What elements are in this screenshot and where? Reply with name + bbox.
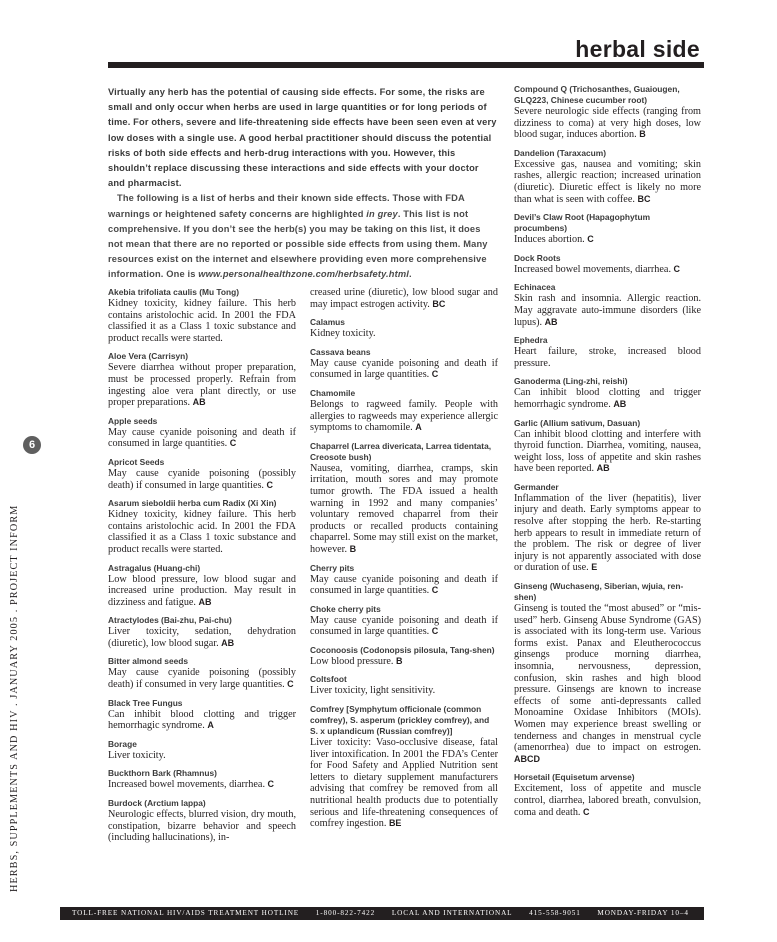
herb-entry [310, 563, 498, 597]
page-number-badge: 6 [23, 436, 41, 454]
herb-name: Borage [108, 738, 137, 749]
herb-description: May cause cyanide poisoning (possibly death) if consumed in large quantities. [108, 467, 296, 491]
herb-side-effects [108, 362, 296, 408]
evidence-grade: B [396, 655, 403, 666]
herb-description: Can inhibit blood clotting and trigger hemorrhagic syndrome. [514, 387, 701, 410]
herb-column-c [514, 84, 701, 825]
footer-hours: MONDAY-FRIDAY 10–4 [597, 909, 689, 917]
herb-side-effects [108, 667, 296, 690]
herb-entry [108, 656, 296, 690]
herb-entry [514, 282, 701, 328]
herb-side-effects [514, 346, 701, 369]
herb-name: Apple seeds [108, 415, 158, 426]
herb-description: Increased bowel movements, diarrhea. [514, 263, 671, 275]
herb-side-effects [310, 287, 498, 310]
herb-entry [514, 581, 701, 765]
herb-name: Dock Roots [514, 252, 561, 263]
herb-side-effects [310, 737, 498, 830]
herb-description: May cause cyanide poisoning and death if consumed in large quantities. [310, 573, 498, 597]
herb-name: Coltsfoot [310, 674, 347, 685]
evidence-grade: AB [596, 463, 610, 474]
herb-description: Severe neurologic side effects (ranging from dizziness to coma) at very high doses, low blood sugar, induces abortion. [514, 106, 701, 141]
herb-name: Echinacea [514, 282, 556, 293]
herb-name: Aloe Vera (Carrisyn) [108, 351, 189, 362]
header-rule [108, 62, 704, 68]
herb-entry [108, 351, 296, 408]
herb-name: Apricot Seeds [108, 456, 165, 467]
evidence-grade: C [266, 479, 274, 490]
herb-name: Black Tree Fungus [108, 697, 183, 708]
herb-side-effects [514, 429, 701, 475]
herb-name: Chamomile [310, 387, 356, 398]
evidence-grade: AB [192, 397, 206, 408]
herb-entry [310, 441, 498, 556]
herb-entry [108, 457, 296, 491]
herbsafety-link[interactable]: www.personalhealthzone.com/herbsafety.html [198, 269, 409, 280]
evidence-grade: C [583, 806, 590, 817]
herb-side-effects [310, 399, 498, 434]
herb-name: Burdock (Arctium lappa) [108, 798, 206, 809]
evidence-grade: C [431, 626, 439, 637]
herb-description: Heart failure, stroke, increased blood pressure. [514, 346, 701, 369]
herb-name: Coconoosis (Codonopsis pilosula, Tang-shen) [310, 644, 495, 655]
herb-side-effects [514, 387, 701, 410]
herb-description: Low blood pressure. [310, 655, 394, 667]
herb-entry [108, 563, 296, 609]
evidence-grade: BC [637, 193, 651, 204]
intro-paragraph-2 [108, 191, 497, 282]
herb-description: May cause cyanide poisoning and death if consumed in large quantities. [310, 357, 498, 381]
herb-entry [514, 253, 701, 276]
herb-description: Excitement, loss of appetite and muscle control, diarrhea, labored breath, convulsion, coma and death. [514, 783, 701, 818]
herb-name: Cherry pits [310, 562, 355, 573]
herb-entry [108, 798, 296, 844]
herb-description: Can inhibit blood clotting and trigger hemorrhagic syndrome. [108, 708, 296, 732]
herb-side-effects [514, 783, 701, 818]
footer-intl-number: 415-558-9051 [529, 909, 581, 917]
evidence-grade: C [229, 438, 237, 449]
herb-description: Increased bowel movements, diarrhea. [108, 779, 265, 791]
herb-entry [310, 347, 498, 381]
evidence-grade: AB [198, 596, 212, 607]
footer-timezone: PACIFIC TIME [705, 909, 763, 917]
herb-entry [108, 287, 296, 344]
herb-description: Skin rash and insomnia. Allergic reaction. May aggravate auto-immune disorders (like lupus). [514, 293, 701, 328]
herb-description: creased urine (diuretic), low blood sugar and may impact estrogen activity. [310, 287, 498, 310]
herb-side-effects [310, 574, 498, 597]
herb-entry [108, 698, 296, 732]
herb-entry [108, 768, 296, 791]
herb-description: Liver toxicity, sedation, dehydration (diuretic), low blood sugar. [108, 626, 296, 649]
herb-side-effects [108, 427, 296, 450]
herb-entry [108, 416, 296, 450]
herb-name: Germander [514, 481, 559, 492]
herb-side-effects [310, 358, 498, 381]
evidence-grade: C [431, 369, 439, 380]
evidence-grade: B [639, 129, 646, 140]
herb-side-effects [514, 603, 701, 765]
herb-description: Severe diarrhea without proper preparation, must be processed properly. Refrain from ingesting aloe vera plant directly, or use proper preparations. [108, 362, 296, 409]
herb-entry [310, 287, 498, 310]
intro-p2-a: The following is a list of herbs and their known side effects. Those with FDA warnings or heightened safety concerns are highlighted [108, 193, 465, 219]
page-title: herbal side [575, 36, 700, 62]
evidence-grade: C [287, 679, 294, 690]
intro-text [108, 85, 497, 283]
herb-side-effects [108, 468, 296, 491]
evidence-grade: C [587, 234, 594, 245]
herb-entry [514, 772, 701, 818]
herb-description: Nausea, vomiting, diarrhea, cramps, skin irritation, mouth sores and may promote tumor growth. The FDA issued a health warning in 1992 and many companies’ voluntary removed chaparrel from their products or recalled products containing chaparrel. Some may still exist on the market, however. [310, 462, 498, 555]
herb-side-effects [310, 685, 498, 697]
herb-description: Ginseng is touted the “most abused” or “mis-used” herb. Ginseng Abuse Syndrome (GAS) is associated with its long-term use. Various forms exist. Panax and Eleutherococcus ginsengs produce morning diarrhea, insomnia, nervousness, depression, confusion, skin rashes and high blood pressure. Ginsengs are known to increase effects of some anti-depressants called Monoamine Oxidase Inhibitors (MOIs). Women may experience breast swelling or tenderness and changes in menstrual cycle (amenorrhea) due to impact on estrogen. [514, 603, 701, 754]
herb-name: Comfrey [Symphytum officionale (common comfrey), S. asperum (prickley comfrey), and S. x uplandicum (Russian comfrey)] [310, 704, 490, 737]
evidence-grade: E [591, 562, 598, 573]
herb-entry [310, 388, 498, 434]
herb-side-effects [514, 159, 701, 205]
herb-name: Ganoderma (Ling-zhi, reishi) [514, 376, 628, 387]
herb-entry [310, 604, 498, 638]
herb-side-effects [108, 509, 296, 555]
herb-entry [514, 84, 701, 141]
evidence-grade: ABCD [514, 753, 540, 764]
herb-description: Kidney toxicity, kidney failure. This herb contains aristolochic acid. In 2001 the FDA classified it as a Class 1 toxic substance and product recalls were started. [108, 298, 296, 344]
herb-name: Compound Q (Trichosanthes, Guaiougen, GLQ223, Chinese cucumber root) [514, 84, 680, 105]
herb-name: Horsetail (Equisetum arvense) [514, 772, 635, 783]
herb-column-a [108, 287, 296, 851]
herb-description: Excessive gas, nausea and vomiting; skin rashes, allergic reaction; increased urination (diuretic). Diuretic effect is likely no more than what is seen with coffee. [514, 158, 701, 205]
herb-entry [310, 704, 498, 830]
herb-description: Low blood pressure, low blood sugar and increased urine production. May result in dizziness and fatigue. [108, 573, 296, 608]
herb-description: May cause cyanide poisoning and death if consumed in large quantities. [310, 614, 498, 638]
herb-name: Bitter almond seeds [108, 656, 189, 667]
herb-side-effects [514, 493, 701, 574]
herb-column-b [310, 287, 498, 837]
herb-name: Ephedra [514, 335, 548, 346]
footer-hotline: TOLL-FREE NATIONAL HIV/AIDS TREATMENT HOTLINE [72, 909, 300, 917]
herb-side-effects [310, 328, 498, 340]
herb-side-effects [514, 106, 701, 141]
herb-description: Liver toxicity, light sensitivity. [310, 685, 436, 697]
herb-side-effects [310, 656, 498, 668]
herb-name: Akebia trifoliata caulis (Mu Tong) [108, 287, 240, 297]
footer-intl-label: LOCAL AND INTERNATIONAL [391, 909, 513, 917]
herb-description: Induces abortion. [514, 234, 585, 246]
herb-name: Devil’s Claw Root (Hapagophytum procumbens) [514, 212, 651, 234]
herb-side-effects [108, 298, 296, 344]
herb-entry [514, 212, 701, 246]
herb-entry [310, 674, 498, 697]
herb-side-effects [108, 779, 296, 791]
evidence-grade: AB [613, 398, 627, 409]
herb-description: Neurologic effects, blurred vision, dry mouth, constipation, bizarre behavior and speech (including hallucinations), in- [108, 809, 296, 844]
herb-name: Choke cherry pits [310, 603, 381, 614]
evidence-grade: A [207, 720, 214, 731]
publication-sidebar: HERBS, SUPPLEMENTS AND HIV . JANUARY 2005 . PROJECT INFORM [9, 504, 20, 892]
herb-side-effects [108, 750, 296, 762]
herb-description: Kidney toxicity, kidney failure. This herb contains aristolochic acid. In 2001 the FDA classified it as a Class 1 toxic substance and product recalls were started. [108, 509, 296, 555]
herb-name: Buckthorn Bark (Rhamnus) [108, 768, 217, 779]
herb-name: Cassava beans [310, 346, 371, 357]
herb-entry [514, 148, 701, 205]
herb-side-effects [514, 293, 701, 328]
intro-paragraph-1: Virtually any herb has the potential of causing side effects. For some, the risks are small and only occur when herbs are used in large quantities or for long periods of time. For others, severe and life-threatening side effects have been seen even at very low doses with a single use. A good herbal practitioner should discuss the potential risks of both side effects and herb-drug interactions with you. However, this shouldn’t replace discussing these interactions and side effects with your doctor and pharmacist. [108, 87, 497, 189]
evidence-grade: C [431, 585, 439, 596]
herb-name: Asarum sieboldii herba cum Radix (Xi Xin) [108, 498, 277, 509]
herb-description: Liver toxicity. [108, 749, 166, 761]
evidence-grade: AB [544, 316, 558, 327]
herb-name: Dandelion (Taraxacum) [514, 147, 606, 158]
herb-description: Kidney toxicity. [310, 328, 376, 340]
herb-name: Ginseng (Wuchaseng, Siberian, wjuia, ren-shen) [514, 581, 684, 603]
herb-name: Garlic (Allium sativum, Dasuan) [514, 417, 641, 428]
herb-side-effects [514, 264, 701, 276]
evidence-grade: A [415, 422, 422, 433]
evidence-grade: C [673, 263, 681, 274]
herb-entry [514, 418, 701, 475]
evidence-grade: B [349, 543, 357, 554]
evidence-grade: C [267, 779, 275, 790]
footer-tollfree-number: 1-800-822-7422 [315, 909, 376, 917]
herb-name: Atractylodes (Bai-zhu, Pai-chu) [108, 615, 232, 626]
herb-description: May cause cyanide poisoning (possibly death) if consumed in very large quantities. [108, 667, 296, 691]
herb-side-effects [514, 234, 701, 246]
herb-name: Calamus [310, 317, 345, 328]
intro-p2-em: in grey [366, 208, 398, 219]
herb-side-effects [108, 574, 296, 609]
herb-name: Chaparrel (Larrea divericata, Larrea tidentata, Creosote bush) [310, 440, 492, 462]
intro-p2-b: . This list is not comprehensive. If you don’t see the herb(s) you may be taking on this list, it does not mean that there are no reported or possible side effects from using them. Many resources exist on the internet and elsewhere providing even more comprehensive information. One is [108, 208, 488, 280]
herb-entry [108, 739, 296, 762]
evidence-grade: BC [432, 298, 446, 309]
herb-entry [108, 498, 296, 555]
evidence-grade: AB [221, 637, 235, 648]
herb-side-effects [310, 463, 498, 556]
herb-name: Astragalus (Huang-chi) [108, 562, 201, 573]
herb-side-effects [108, 626, 296, 649]
herb-entry [108, 615, 296, 649]
herb-side-effects [310, 615, 498, 638]
herb-entry [514, 482, 701, 574]
herb-description: Liver toxicity: Vaso-occlusive disease, fatal liver intoxification. In 2001 the FDA’s Center for Food Safety and Applied Nutrition sent letters to dietary supplement manufacturers advising that comfrey be removed from all nutritional health products due to potentially serious and life-threatening consequences of comfrey ingestion. [310, 737, 498, 830]
herb-description: Can inhibit blood clotting and interfere with thyroid function. Diarrhea, vomiting, nausea, weight loss, loss of appetite and skin rashes have been reported. [514, 428, 701, 475]
herb-entry [514, 376, 701, 410]
herb-entry [310, 317, 498, 340]
herb-side-effects [108, 809, 296, 844]
herb-description: Belongs to ragweed family. People with allergies to ragweeds may experience allergic symptoms to chamomile. [310, 398, 498, 434]
footer-bar [60, 907, 763, 920]
intro-p2-end: . [409, 269, 412, 280]
herb-entry [514, 335, 701, 369]
herb-side-effects [108, 709, 296, 732]
herb-description: Inflammation of the liver (hepatitis), liver injury and death. Early symptoms appear to resolve after stopping the herb. Re-starting herb appears to result in immediate return of the problem. The risk or degree of liver injury is not apparently associated with dose or duration of use. [514, 492, 701, 574]
evidence-grade: BE [388, 818, 402, 829]
herb-entry [310, 645, 498, 668]
herb-description: May cause cyanide poisoning and death if consumed in large quantities. [108, 426, 296, 450]
